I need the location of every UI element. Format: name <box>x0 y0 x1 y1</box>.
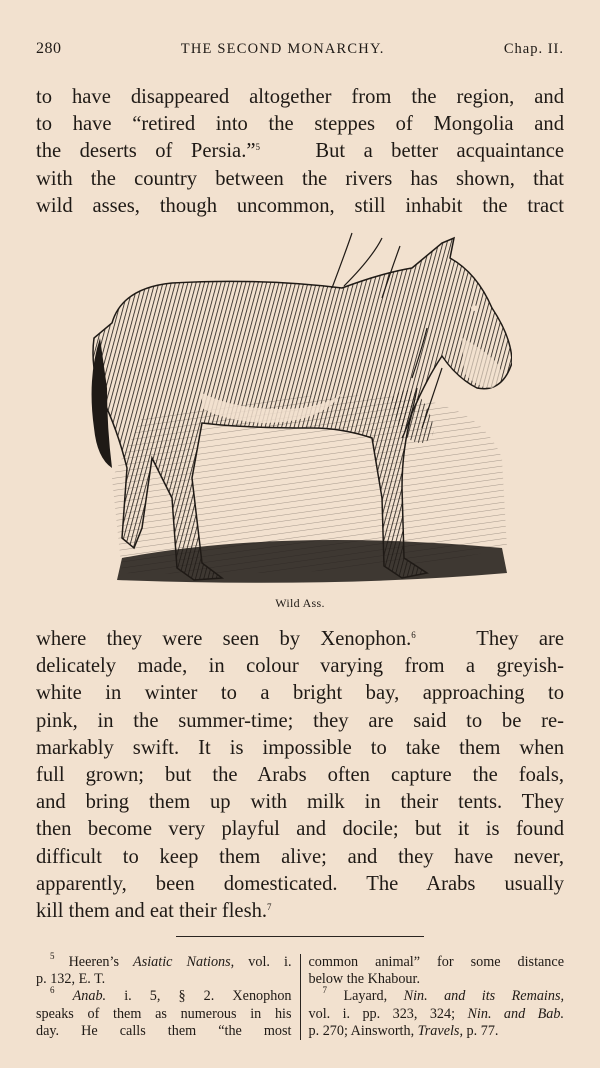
text-line: pink, in the summer-time; they are said to be re- <box>36 709 564 732</box>
footnote-italic: Nin. and its Remains, <box>403 988 565 1005</box>
text-line: difficult to keep them alive; and they have never, <box>36 845 564 868</box>
text-fragment: They are <box>476 628 564 650</box>
footnote-ref[interactable]: 7 <box>267 902 272 913</box>
footnote-6-line: day. He calls them “the most <box>36 1022 292 1039</box>
footnote-6-line: speaks of them as numerous in his <box>36 1005 292 1022</box>
text-line <box>36 138 564 165</box>
text-line: white in winter to a bright bay, approaching to <box>36 682 564 705</box>
footnotes <box>36 951 565 1040</box>
text-line: then become very playful and docile; but it is found <box>36 818 564 841</box>
figure-caption: Wild Ass. <box>275 596 325 610</box>
footnote-text: vol. i. pp. 323, 324; <box>308 1005 456 1022</box>
text-fragment: But a better acquaintance <box>315 140 564 163</box>
footnote-divider <box>176 936 424 937</box>
footnote-italic: Nin. and Bab. <box>467 1005 564 1022</box>
text-line: and bring them up with milk in their tents. They <box>36 791 564 814</box>
footnote-text: p. 270; Ainsworth, <box>308 1022 415 1039</box>
footnote-column-right <box>301 954 565 1040</box>
footnote-5-line <box>36 951 292 971</box>
footnote-text: i. 5, § 2. Xenophon <box>124 988 292 1005</box>
chapter-label: Chap. II. <box>503 41 564 57</box>
footnote-6-line <box>36 985 292 1005</box>
footnote-marker: 6 <box>50 985 55 996</box>
wild-ass-illustration <box>82 228 512 588</box>
page-number: 280 <box>36 40 62 57</box>
footnote-ref[interactable]: 5 <box>255 142 260 153</box>
running-header <box>36 40 564 58</box>
footnote-text: , vol. i. <box>230 954 292 970</box>
text-line: full grown; but the Arabs often capture the foals, <box>36 764 564 787</box>
text-line: with the country between the rivers has shown, that <box>36 167 564 190</box>
footnote-ref[interactable]: 6 <box>411 630 416 640</box>
paragraph-top <box>36 84 564 220</box>
running-title: THE SECOND MONARCHY. <box>180 41 385 57</box>
footnote-6-cont-line: common animal” for some distance <box>308 954 564 970</box>
text-line <box>36 898 564 925</box>
footnote-italic: Travels, <box>417 1022 463 1039</box>
footnote-text: Heeren’s <box>68 954 119 970</box>
footnote-5-line: p. 132, E. T. <box>36 971 106 988</box>
footnote-7-line <box>309 985 565 1005</box>
text-line: markably swift. It is impossible to take them when <box>36 736 564 759</box>
footnote-marker: 5 <box>50 951 55 961</box>
footnote-7-line <box>309 1023 565 1040</box>
text-fragment: the deserts of Persia.” <box>36 140 256 163</box>
text-line: apparently, been domesticated. The Arabs usually <box>36 872 564 895</box>
text-line: wild asses, though uncommon, still inhabit the tract <box>36 194 564 217</box>
footnote-text: p. 77. <box>466 1022 499 1039</box>
footnote-text: Layard, <box>343 988 388 1005</box>
text-line: to have disappeared altogether from the region, and <box>36 86 564 108</box>
paragraph-bottom <box>36 626 564 925</box>
text-line: to have “retired into the steppes of Mongolia and <box>36 113 564 136</box>
footnote-marker: 7 <box>322 985 327 996</box>
footnote-column-left <box>36 951 301 1040</box>
text-line: delicately made, in colour varying from a greyish- <box>36 655 564 678</box>
footnote-italic: Asiatic Nations <box>133 954 231 970</box>
footnote-italic: Anab. <box>72 988 107 1005</box>
text-line <box>36 626 564 653</box>
text-fragment: kill them and eat their flesh. <box>36 900 268 923</box>
text-fragment: where they were seen by Xenophon. <box>36 628 412 650</box>
footnote-6-cont-line: below the Khabour. <box>308 971 421 988</box>
footnote-7-line <box>309 1006 565 1023</box>
